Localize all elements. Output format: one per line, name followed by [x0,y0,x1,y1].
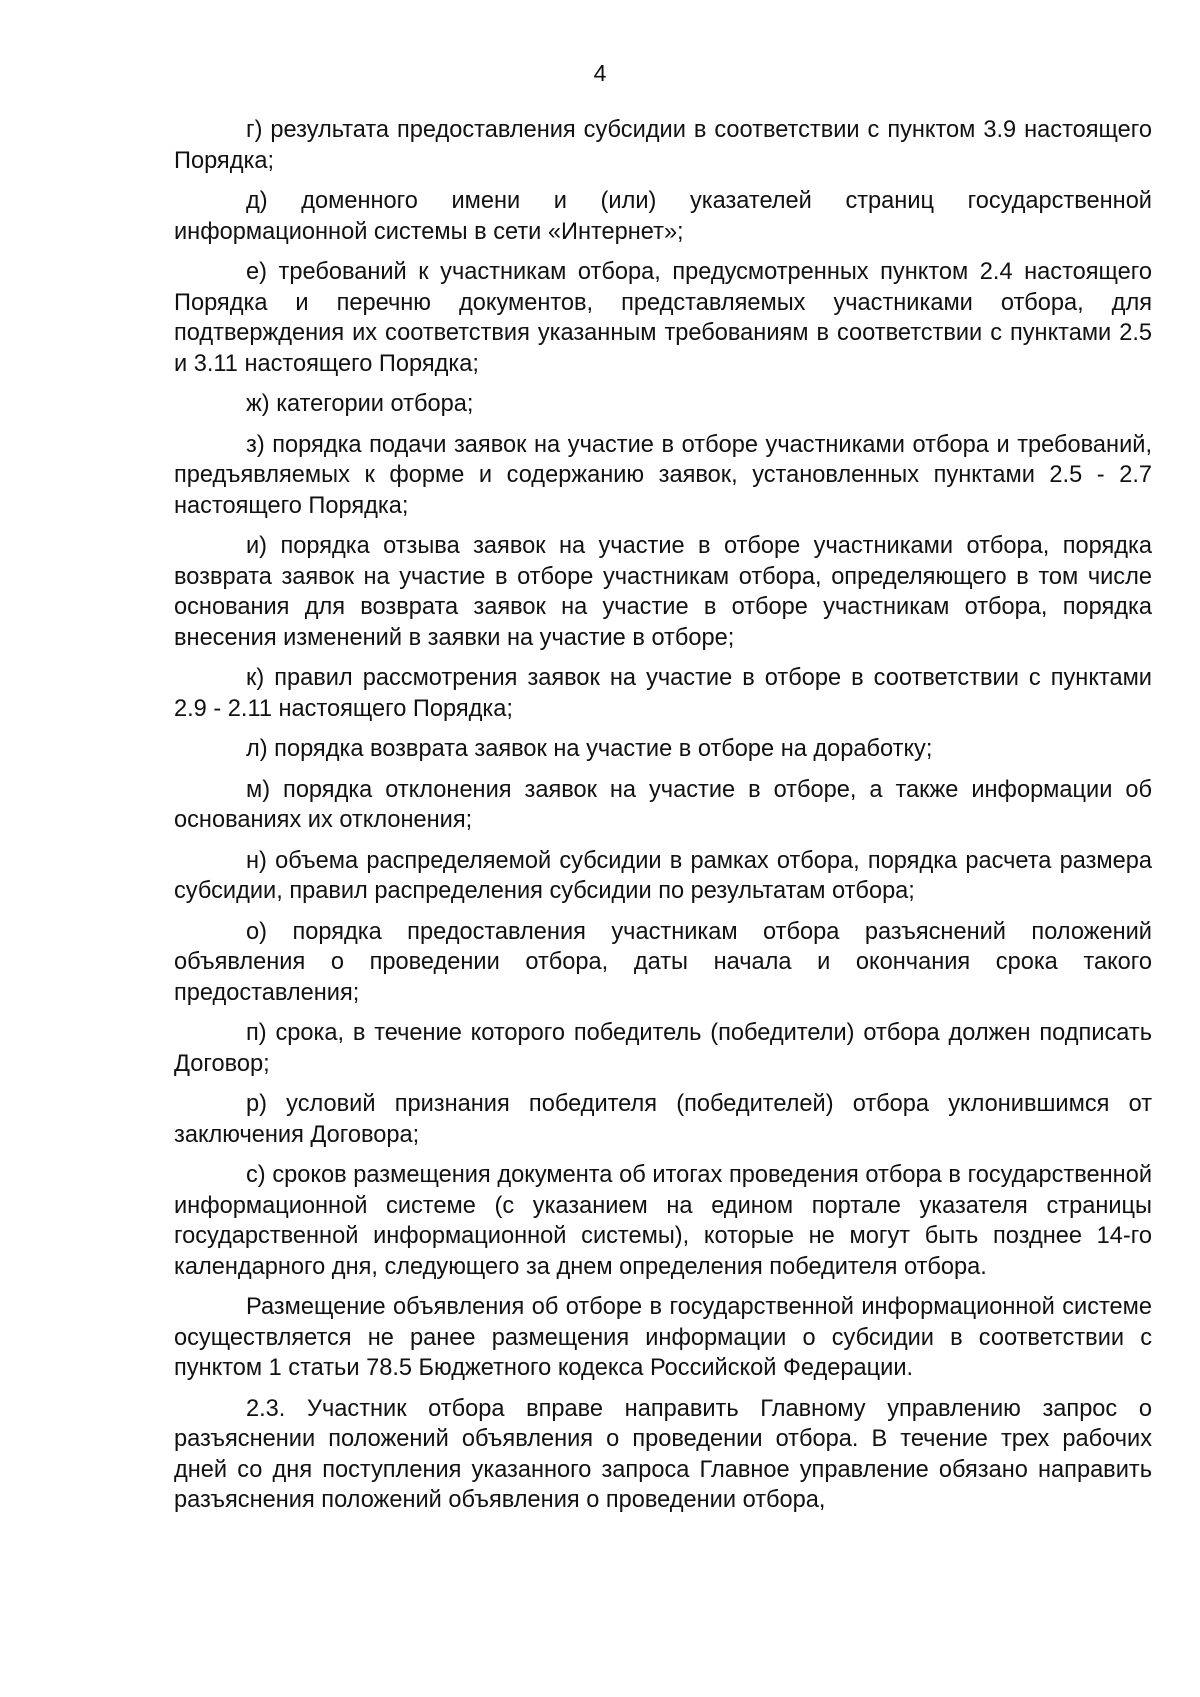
paragraph-m: м) порядка отклонения заявок на участие в отборе, а также информации об основаниях их отклонения; [174,776,1152,833]
paragraph-k: к) правил рассмотрения заявок на участие в отборе в соответствии с пунктами 2.9 - 2.11 настоящего Порядка; [174,665,1152,722]
page-number: 4 [593,60,607,86]
paragraph-z: з) порядка подачи заявок на участие в отборе участниками отбора и требований, предъявляемых к форме и содержанию заявок, установленных пунктами 2.5 - 2.7 настоящего Порядка; [174,431,1152,519]
document-body [174,115,1152,1526]
paragraph-p: п) срока, в течение которого победитель (победители) отбора должен подписать Договор; [174,1020,1152,1077]
paragraph-s: с) сроков размещения документа об итогах проведения отбора в государственной информационной системе (с указанием на едином портале указателя страницы государственной информационной системы), которые не могут быть позднее 14-го календарного дня, следующего за днем определения победителя отбора. [174,1162,1152,1280]
paragraph-r: р) условий признания победителя (победителей) отбора уклонившимся от заключения Договора; [174,1091,1152,1148]
paragraph-e: е) требований к участникам отбора, предусмотренных пунктом 2.4 настоящего Порядка и перечню документов, представляемых участниками отбора, для подтверждения их соответствия указанным требованиям в соответствии с пунктами 2.5 и 3.11 настоящего Порядка; [174,259,1152,377]
paragraph-zh: ж) категории отбора; [246,391,474,417]
paragraph-l: л) порядка возврата заявок на участие в отборе на доработку; [246,736,933,762]
paragraph-o: о) порядка предоставления участникам отбора разъяснений положений объявления о проведении отбора, даты начала и окончания срока такого предоставления; [174,918,1152,1006]
paragraph-n: н) объема распределяемой субсидии в рамках отбора, порядка расчета размера субсидии, правил распределения субсидии по результатам отбора; [174,847,1152,904]
paragraph-g: г) результата предоставления субсидии в соответствии с пунктом 3.9 настоящего Порядка; [174,117,1152,174]
paragraph-d: д) доменного имени и (или) указателей страниц государственной информационной системы в сети «Интернет»; [174,188,1152,245]
paragraph-section-2-3: 2.3. Участник отбора вправе направить Главному управлению запрос о разъяснении положений объявления о проведении отбора. В течение трех рабочих дней со дня поступления указанного запроса Главное управление обязано направить разъяснения положений объявления о проведении отбора, [174,1395,1152,1513]
paragraph-i: и) порядка отзыва заявок на участие в отборе участниками отбора, порядка возврата заявок на участие в отборе участникам отбора, определяющего в том числе основания для возврата заявок на участие в отборе участникам отбора, порядка внесения изменений в заявки на участие в отборе; [174,533,1152,651]
paragraph-announcement-placement: Размещение объявления об отборе в государственной информационной системе осуществляется не ранее размещения информации о субсидии в соответствии с пунктом 1 статьи 78.5 Бюджетного кодекса Российской Федерации. [174,1294,1152,1381]
